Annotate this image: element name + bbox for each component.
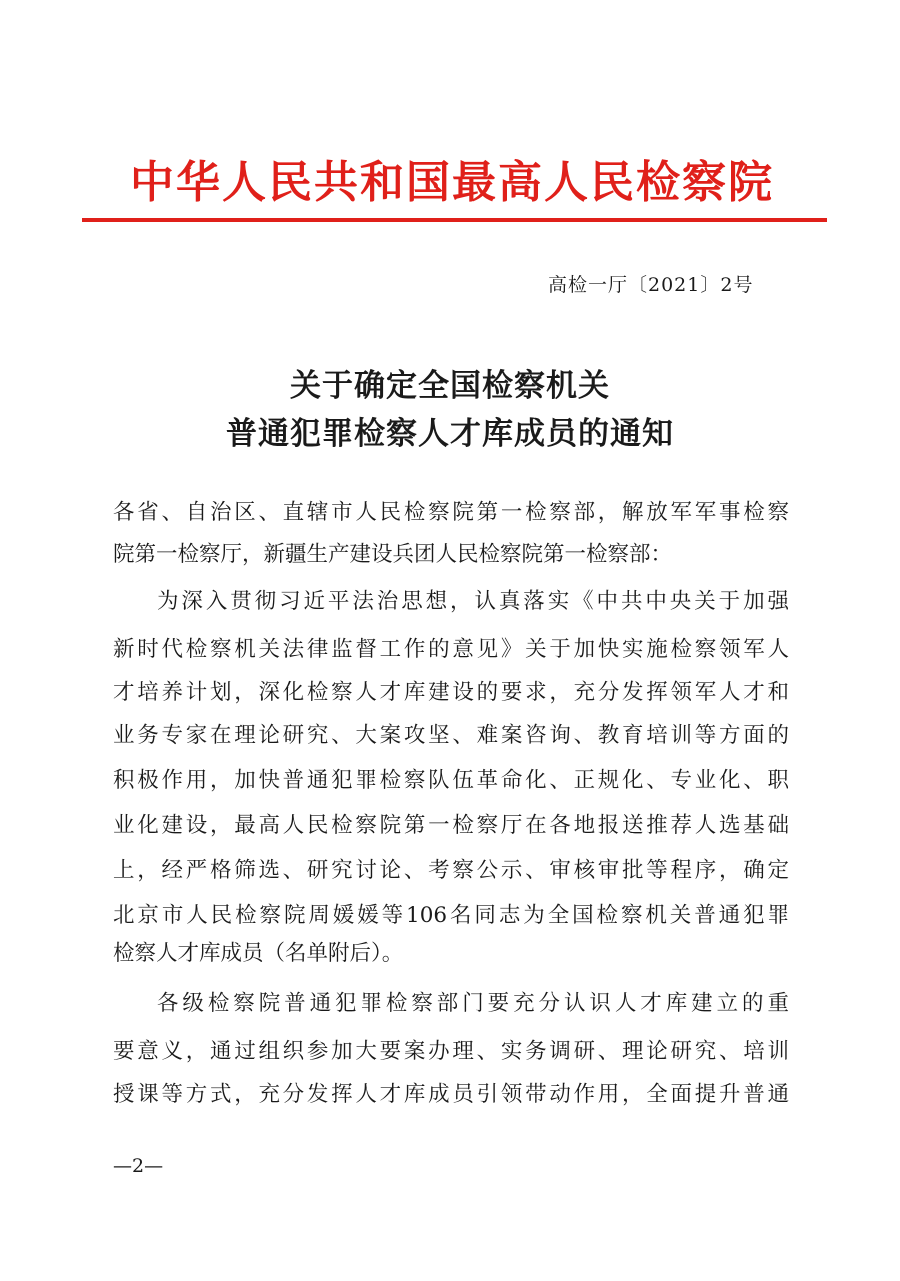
paragraph-2-line: 各级检察院普通犯罪检察部门要充分认识人才库建立的重 (157, 991, 789, 1016)
addressee-line: 各省、自治区、直辖市人民检察院第一检察部，解放军军事检察 (113, 500, 789, 525)
paragraph-1-line: 新时代检察机关法律监督工作的意见》关于加快实施检察领军人 (113, 637, 789, 662)
paragraph-1-line: 检察人才库成员（名单附后）。 (113, 941, 404, 966)
red-header-rule (82, 218, 827, 222)
document-number: 高检一厅〔2021〕2号 (548, 274, 754, 296)
paragraph-1-line: 业化建设，最高人民检察院第一检察厅在各地报送推荐人选基础 (113, 813, 789, 838)
notice-title-line-2: 普通犯罪检察人才库成员的通知 (226, 416, 674, 452)
paragraph-1-line: 上，经严格筛选、研究讨论、考察公示、审核审批等程序，确定 (113, 858, 789, 883)
addressee-line: 院第一检察厅，新疆生产建设兵团人民检察院第一检察部： (113, 542, 673, 567)
paragraph-1-line: 才培养计划，深化检察人才库建设的要求，充分发挥领军人才和 (113, 680, 789, 705)
notice-title-line-1: 关于确定全国检察机关 (290, 368, 610, 404)
paragraph-1-line: 北京市人民检察院周媛媛等106名同志为全国检察机关普通犯罪 (113, 903, 789, 928)
org-header-title: 中华人民共和国最高人民检察院 (130, 157, 774, 208)
paragraph-1-line: 为深入贯彻习近平法治思想，认真落实《中共中央关于加强 (157, 589, 789, 614)
paragraph-2-line: 要意义，通过组织参加大要案办理、实务调研、理论研究、培训 (113, 1039, 789, 1064)
paragraph-1-line: 积极作用，加快普通犯罪检察队伍革命化、正规化、专业化、职 (113, 768, 789, 793)
paragraph-1-line: 业务专家在理论研究、大案攻坚、难案咨询、教育培训等方面的 (113, 723, 789, 748)
page-number: —2— (113, 1155, 164, 1177)
paragraph-2-line: 授课等方式，充分发挥人才库成员引领带动作用，全面提升普通 (113, 1082, 789, 1107)
